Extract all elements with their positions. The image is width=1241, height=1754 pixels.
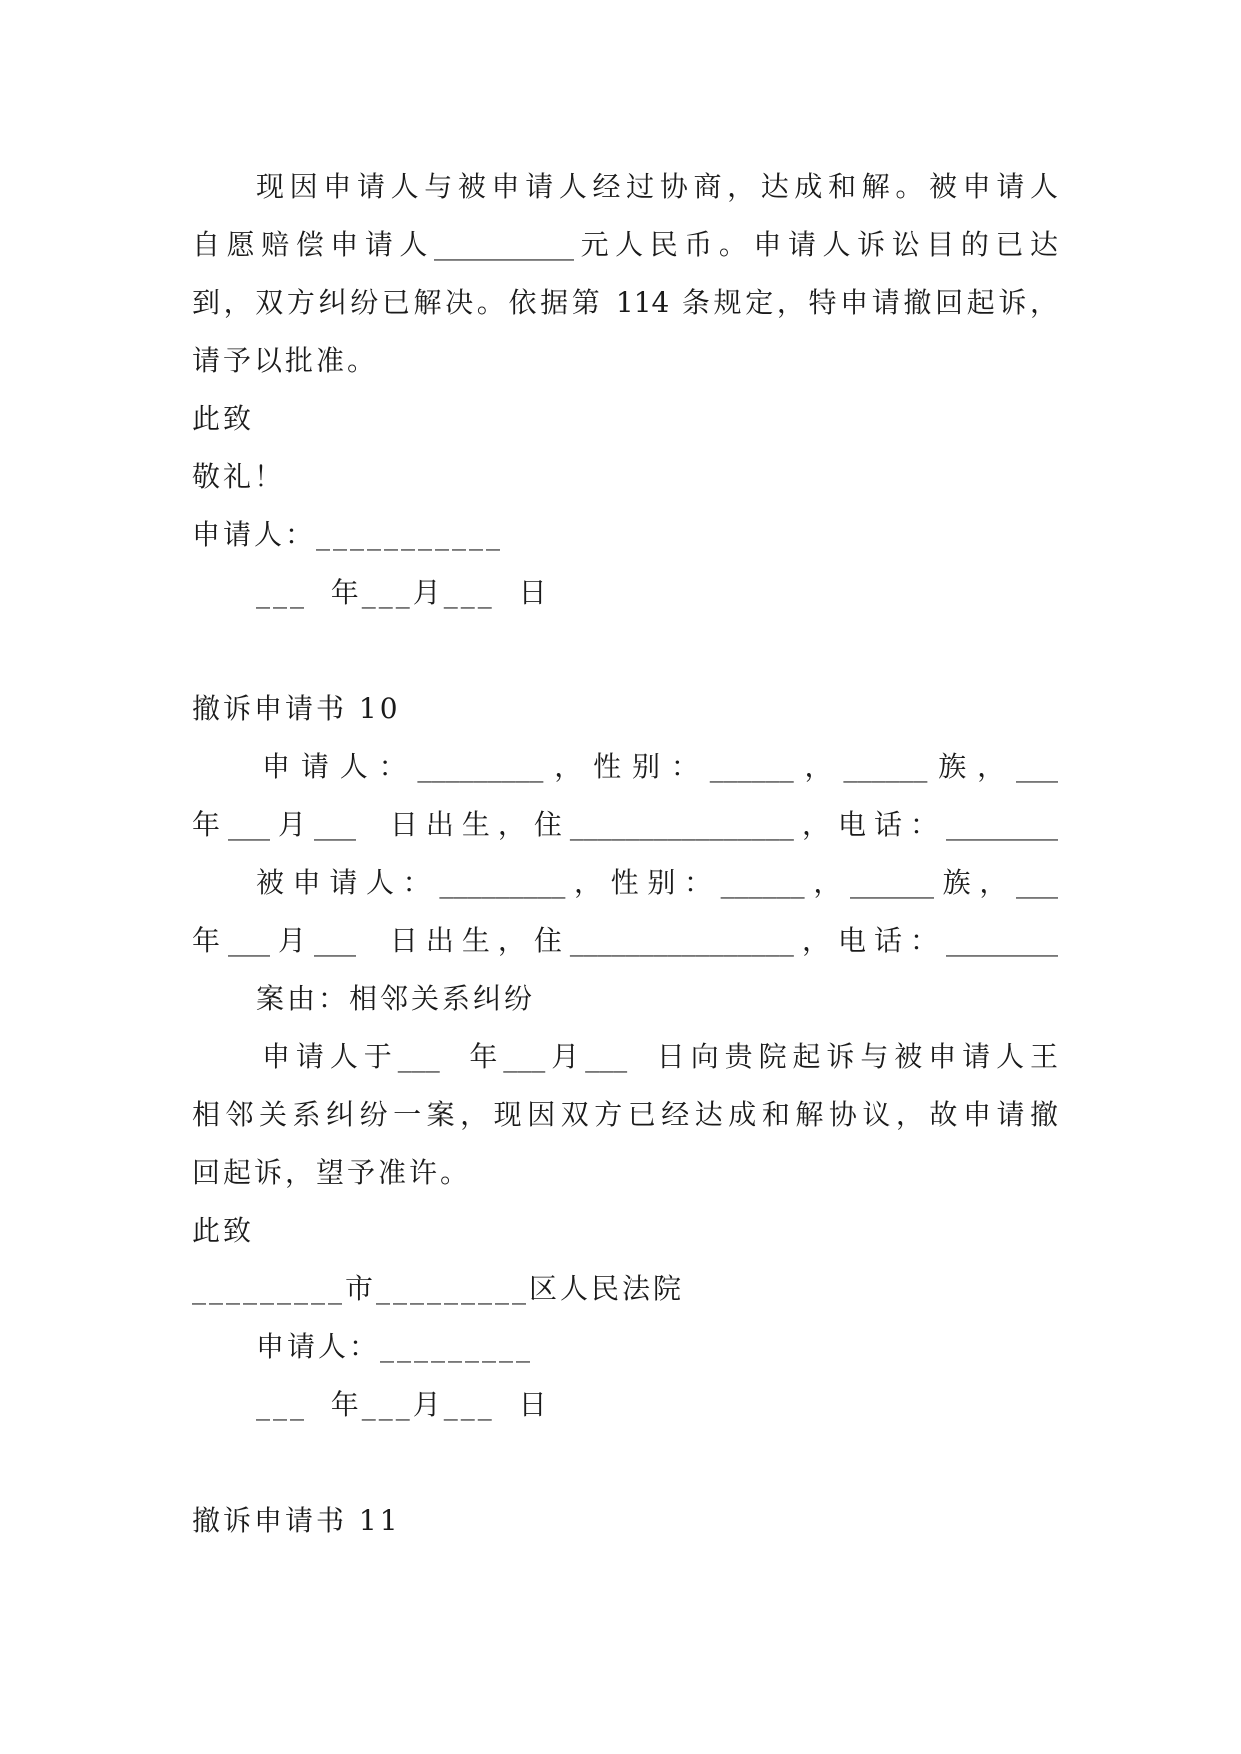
applicant-signature: 申请人：_________ xyxy=(256,1330,534,1363)
section-title: 撤诉申请书 10 xyxy=(192,692,401,725)
respondent-info-line: 年___月___ 日出生，住________________，电话：________ xyxy=(192,924,1058,957)
paragraph-line: 相邻关系纠纷一案，现因双方已经达成和解协议，故申请撤 xyxy=(192,1098,1058,1131)
paragraph-line: 申请人于___ 年___月___ 日向贵院起诉与被申请人王 xyxy=(262,1040,1058,1073)
closing-line: 此致 xyxy=(192,402,255,435)
applicant-info-line: 年___月___ 日出生，住________________，电话：________ xyxy=(192,808,1058,841)
paragraph-line: 请予以批准。 xyxy=(192,344,379,377)
paragraph-line: 自愿赔偿申请人__________元人民币。申请人诉讼目的已达 xyxy=(192,228,1058,261)
closing-line: 此致 xyxy=(192,1214,255,1247)
paragraph-line: 到，双方纠纷已解决。依据第 114 条规定，特申请撤回起诉， xyxy=(192,286,1058,319)
document-page xyxy=(192,158,1058,1550)
spacer xyxy=(192,1434,1058,1492)
court-addressee: _________市_________区人民法院 xyxy=(192,1272,685,1305)
paragraph-line: 现因申请人与被申请人经过协商，达成和解。被申请人 xyxy=(256,170,1058,203)
spacer xyxy=(192,622,1058,680)
applicant-signature: 申请人：___________ xyxy=(192,518,504,551)
closing-line: 敬礼！ xyxy=(192,460,286,493)
section-title: 撤诉申请书 11 xyxy=(192,1504,401,1537)
date-line: ___ 年___月___ 日 xyxy=(256,576,550,609)
applicant-info-line: 申请人：_________，性别：______，______族，___ xyxy=(262,750,1058,783)
respondent-info-line: 被申请人：_________，性别：______，______族，___ xyxy=(256,866,1058,899)
paragraph-line: 回起诉，望予准许。 xyxy=(192,1156,472,1189)
date-line: ___ 年___月___ 日 xyxy=(256,1388,550,1421)
case-cause: 案由：相邻关系纠纷 xyxy=(256,982,536,1015)
